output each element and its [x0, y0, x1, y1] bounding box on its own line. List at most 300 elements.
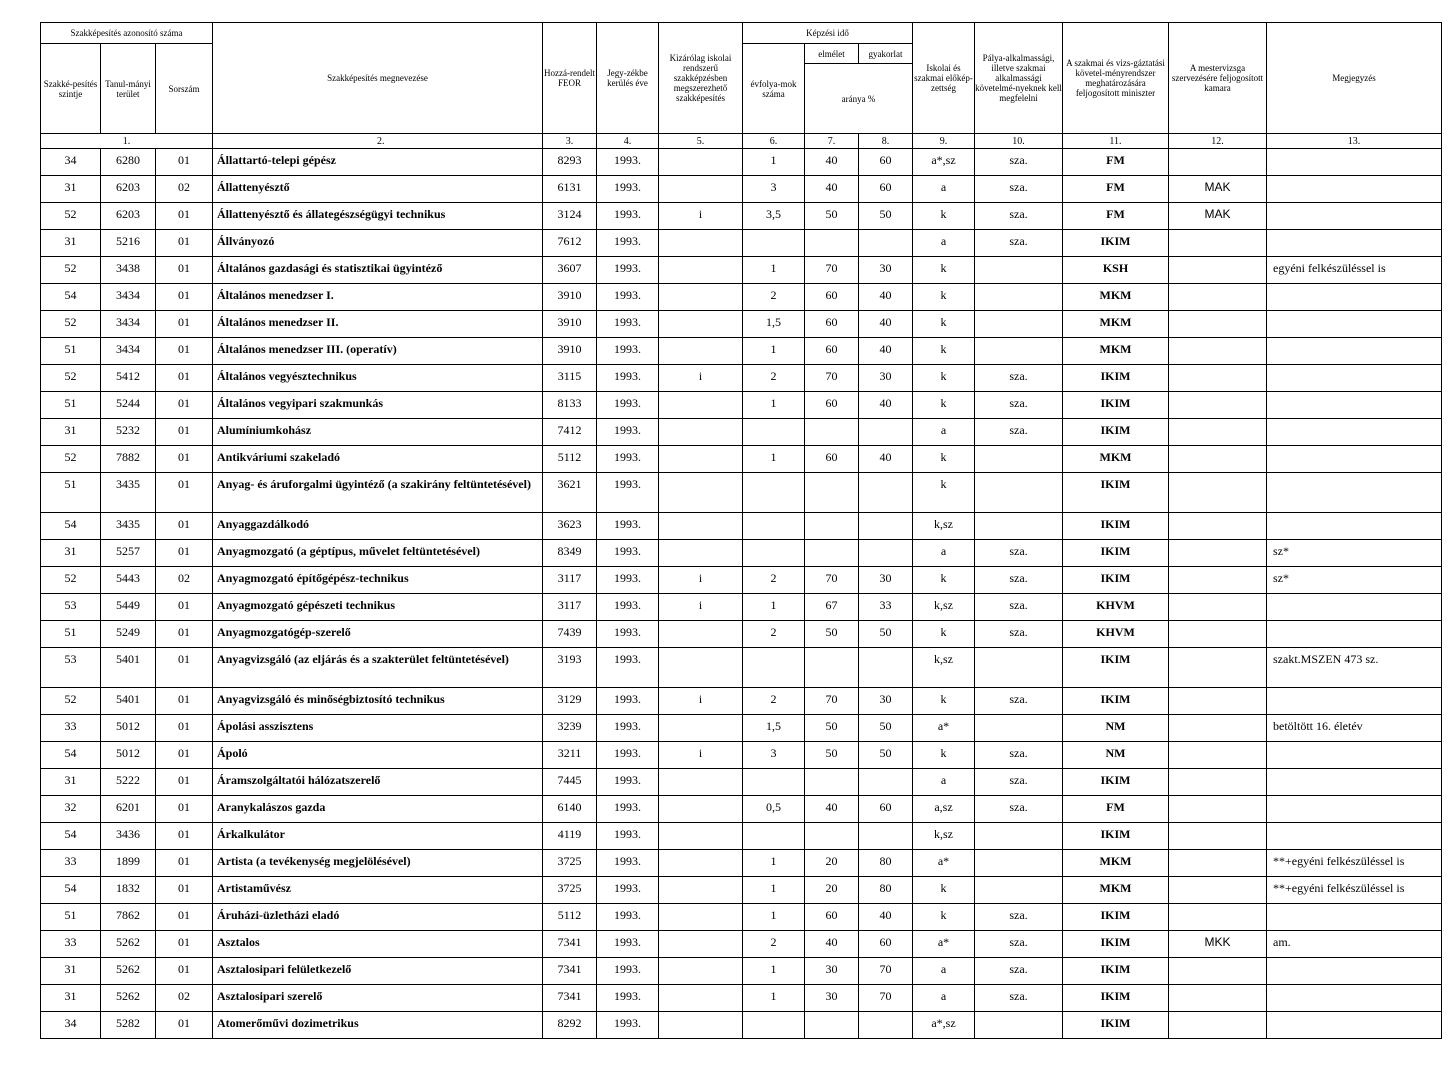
- column-number-2: 2.: [213, 134, 543, 149]
- level-cell: 34: [41, 149, 101, 176]
- feor-cell: 3725: [543, 877, 597, 904]
- aptitude-cell: sza.: [975, 958, 1063, 985]
- prereq-cell: a: [913, 230, 975, 257]
- area-cell: 6203: [101, 203, 156, 230]
- chamber-cell: [1169, 904, 1267, 931]
- years-count-cell: [743, 823, 805, 850]
- theory-cell: 60: [805, 284, 859, 311]
- prereq-cell: k: [913, 365, 975, 392]
- feor-cell: 7341: [543, 931, 597, 958]
- chamber-cell: [1169, 540, 1267, 567]
- minister-cell: FM: [1063, 796, 1169, 823]
- table-row: [41, 648, 1442, 688]
- year-cell: 1993.: [597, 513, 659, 540]
- seq-cell: 01: [156, 392, 213, 419]
- chamber-cell: [1169, 985, 1267, 1012]
- practice-cell: 40: [859, 446, 913, 473]
- area-cell: 7882: [101, 446, 156, 473]
- years-count-cell: 1,5: [743, 715, 805, 742]
- header-ratio: aránya %: [805, 64, 913, 134]
- table-row: [41, 230, 1442, 257]
- exclusive-cell: i: [659, 688, 743, 715]
- theory-cell: 50: [805, 715, 859, 742]
- theory-cell: [805, 419, 859, 446]
- practice-cell: [859, 540, 913, 567]
- feor-cell: 7612: [543, 230, 597, 257]
- qualification-name-cell: Anyagvizsgáló (az eljárás és a szakterület feltüntetésével): [213, 648, 543, 688]
- minister-cell: IKIM: [1063, 769, 1169, 796]
- aptitude-cell: sza.: [975, 931, 1063, 958]
- seq-cell: 01: [156, 1012, 213, 1039]
- year-cell: 1993.: [597, 648, 659, 688]
- years-count-cell: 1,5: [743, 311, 805, 338]
- notes-cell: [1267, 230, 1442, 257]
- year-cell: 1993.: [597, 540, 659, 567]
- seq-cell: 01: [156, 769, 213, 796]
- notes-cell: [1267, 823, 1442, 850]
- aptitude-cell: sza.: [975, 203, 1063, 230]
- practice-cell: [859, 1012, 913, 1039]
- level-cell: 31: [41, 985, 101, 1012]
- exclusive-cell: [659, 823, 743, 850]
- feor-cell: 3910: [543, 311, 597, 338]
- minister-cell: KHVM: [1063, 621, 1169, 648]
- prereq-cell: a: [913, 419, 975, 446]
- area-cell: 3438: [101, 257, 156, 284]
- practice-cell: 30: [859, 688, 913, 715]
- prereq-cell: a*: [913, 931, 975, 958]
- seq-cell: 01: [156, 284, 213, 311]
- qualification-name-cell: Asztalosipari szerelő: [213, 985, 543, 1012]
- exclusive-cell: i: [659, 203, 743, 230]
- seq-cell: 01: [156, 715, 213, 742]
- table-row: [41, 958, 1442, 985]
- area-cell: 6203: [101, 176, 156, 203]
- area-cell: 5262: [101, 958, 156, 985]
- qualification-name-cell: Anyagmozgatógép-szerelő: [213, 621, 543, 648]
- year-cell: 1993.: [597, 594, 659, 621]
- notes-cell: [1267, 769, 1442, 796]
- chamber-cell: [1169, 823, 1267, 850]
- table-row: [41, 985, 1442, 1012]
- level-cell: 31: [41, 230, 101, 257]
- qualification-name-cell: Általános gazdasági és statisztikai ügyintéző: [213, 257, 543, 284]
- area-cell: 3435: [101, 473, 156, 513]
- seq-cell: 01: [156, 742, 213, 769]
- qualification-name-cell: Általános menedzser I.: [213, 284, 543, 311]
- aptitude-cell: sza.: [975, 149, 1063, 176]
- years-count-cell: 1: [743, 985, 805, 1012]
- year-cell: 1993.: [597, 419, 659, 446]
- feor-cell: 3193: [543, 648, 597, 688]
- chamber-cell: [1169, 769, 1267, 796]
- chamber-cell: [1169, 257, 1267, 284]
- feor-cell: 5112: [543, 446, 597, 473]
- level-cell: 51: [41, 904, 101, 931]
- years-count-cell: 3: [743, 176, 805, 203]
- chamber-cell: MKK: [1169, 931, 1267, 958]
- table-row: [41, 203, 1442, 230]
- chamber-cell: [1169, 688, 1267, 715]
- years-count-cell: 1: [743, 877, 805, 904]
- practice-cell: [859, 648, 913, 688]
- practice-cell: 50: [859, 742, 913, 769]
- notes-cell: betöltött 16. életév: [1267, 715, 1442, 742]
- aptitude-cell: sza.: [975, 392, 1063, 419]
- practice-cell: 30: [859, 567, 913, 594]
- practice-cell: 70: [859, 985, 913, 1012]
- year-cell: 1993.: [597, 176, 659, 203]
- year-cell: 1993.: [597, 796, 659, 823]
- header-seq: Sorszám: [156, 44, 213, 134]
- years-count-cell: [743, 769, 805, 796]
- level-cell: 52: [41, 365, 101, 392]
- exclusive-cell: [659, 176, 743, 203]
- minister-cell: IKIM: [1063, 958, 1169, 985]
- exclusive-cell: [659, 621, 743, 648]
- practice-cell: 40: [859, 284, 913, 311]
- chamber-cell: [1169, 1012, 1267, 1039]
- prereq-cell: k: [913, 257, 975, 284]
- aptitude-cell: sza.: [975, 985, 1063, 1012]
- minister-cell: IKIM: [1063, 419, 1169, 446]
- qualification-name-cell: Árkalkulátor: [213, 823, 543, 850]
- feor-cell: 8349: [543, 540, 597, 567]
- notes-cell: [1267, 985, 1442, 1012]
- qualification-name-cell: Általános vegyipari szakmunkás: [213, 392, 543, 419]
- table-row: [41, 688, 1442, 715]
- feor-cell: 3115: [543, 365, 597, 392]
- feor-cell: 3725: [543, 850, 597, 877]
- prereq-cell: k,sz: [913, 594, 975, 621]
- header-aptitude: Pálya-alkalmassági, illetve szakmai alkalmassági követelmé-nyeknek kell megfelelni: [975, 23, 1063, 134]
- minister-cell: IKIM: [1063, 688, 1169, 715]
- years-count-cell: [743, 230, 805, 257]
- years-count-cell: 1: [743, 392, 805, 419]
- level-cell: 51: [41, 338, 101, 365]
- notes-cell: [1267, 904, 1442, 931]
- prereq-cell: k,sz: [913, 648, 975, 688]
- theory-cell: 60: [805, 338, 859, 365]
- theory-cell: [805, 1012, 859, 1039]
- table-row: [41, 769, 1442, 796]
- exclusive-cell: [659, 513, 743, 540]
- seq-cell: 01: [156, 149, 213, 176]
- minister-cell: IKIM: [1063, 904, 1169, 931]
- minister-cell: IKIM: [1063, 513, 1169, 540]
- level-cell: 52: [41, 257, 101, 284]
- theory-cell: 50: [805, 203, 859, 230]
- prereq-cell: k: [913, 688, 975, 715]
- theory-cell: [805, 230, 859, 257]
- years-count-cell: 1: [743, 904, 805, 931]
- feor-cell: 3117: [543, 567, 597, 594]
- table-row: [41, 823, 1442, 850]
- level-cell: 52: [41, 567, 101, 594]
- year-cell: 1993.: [597, 688, 659, 715]
- level-cell: 32: [41, 796, 101, 823]
- practice-cell: 30: [859, 365, 913, 392]
- practice-cell: 40: [859, 311, 913, 338]
- prereq-cell: k: [913, 311, 975, 338]
- theory-cell: [805, 769, 859, 796]
- chamber-cell: [1169, 230, 1267, 257]
- qualification-register-table: [40, 22, 1442, 1039]
- notes-cell: [1267, 149, 1442, 176]
- year-cell: 1993.: [597, 392, 659, 419]
- theory-cell: [805, 648, 859, 688]
- practice-cell: [859, 513, 913, 540]
- chamber-cell: [1169, 365, 1267, 392]
- feor-cell: 6140: [543, 796, 597, 823]
- exclusive-cell: [659, 257, 743, 284]
- prereq-cell: a: [913, 176, 975, 203]
- notes-cell: sz*: [1267, 540, 1442, 567]
- table-row: [41, 338, 1442, 365]
- area-cell: 5012: [101, 715, 156, 742]
- practice-cell: 80: [859, 850, 913, 877]
- notes-cell: sz*: [1267, 567, 1442, 594]
- year-cell: 1993.: [597, 715, 659, 742]
- chamber-cell: [1169, 284, 1267, 311]
- column-number-13: 13.: [1267, 134, 1442, 149]
- qualification-name-cell: Artista (a tevékenység megjelölésével): [213, 850, 543, 877]
- table-row: [41, 419, 1442, 446]
- qualification-name-cell: Ápoló: [213, 742, 543, 769]
- chamber-cell: [1169, 796, 1267, 823]
- feor-cell: 3211: [543, 742, 597, 769]
- minister-cell: MKM: [1063, 284, 1169, 311]
- minister-cell: FM: [1063, 203, 1169, 230]
- aptitude-cell: sza.: [975, 769, 1063, 796]
- year-cell: 1993.: [597, 311, 659, 338]
- area-cell: 3434: [101, 284, 156, 311]
- chamber-cell: [1169, 392, 1267, 419]
- notes-cell: [1267, 796, 1442, 823]
- year-cell: 1993.: [597, 230, 659, 257]
- years-count-cell: [743, 473, 805, 513]
- qualification-name-cell: Anyagmozgató (a géptípus, művelet feltüntetésével): [213, 540, 543, 567]
- aptitude-cell: sza.: [975, 621, 1063, 648]
- exclusive-cell: [659, 149, 743, 176]
- seq-cell: 01: [156, 931, 213, 958]
- qualification-name-cell: Asztalos: [213, 931, 543, 958]
- seq-cell: 01: [156, 203, 213, 230]
- years-count-cell: 1: [743, 958, 805, 985]
- prereq-cell: a: [913, 540, 975, 567]
- prereq-cell: k: [913, 742, 975, 769]
- table-row: [41, 621, 1442, 648]
- seq-cell: 01: [156, 904, 213, 931]
- feor-cell: 7412: [543, 419, 597, 446]
- header-notes: Megjegyzés: [1267, 23, 1442, 134]
- table-row: [41, 850, 1442, 877]
- minister-cell: IKIM: [1063, 823, 1169, 850]
- area-cell: 5412: [101, 365, 156, 392]
- seq-cell: 01: [156, 365, 213, 392]
- aptitude-cell: [975, 338, 1063, 365]
- aptitude-cell: [975, 648, 1063, 688]
- level-cell: 53: [41, 648, 101, 688]
- column-number-11: 11.: [1063, 134, 1169, 149]
- level-cell: 31: [41, 958, 101, 985]
- notes-cell: [1267, 284, 1442, 311]
- level-cell: 54: [41, 742, 101, 769]
- exclusive-cell: [659, 904, 743, 931]
- prereq-cell: a*,sz: [913, 1012, 975, 1039]
- years-count-cell: 1: [743, 594, 805, 621]
- area-cell: 1899: [101, 850, 156, 877]
- notes-cell: [1267, 1012, 1442, 1039]
- header-area: Tanul-mányi terület: [101, 44, 156, 134]
- theory-cell: 70: [805, 688, 859, 715]
- area-cell: 6201: [101, 796, 156, 823]
- minister-cell: MKM: [1063, 850, 1169, 877]
- years-count-cell: 1: [743, 257, 805, 284]
- qualification-name-cell: Állattenyésztő és állategészségügyi technikus: [213, 203, 543, 230]
- minister-cell: IKIM: [1063, 365, 1169, 392]
- area-cell: 3435: [101, 513, 156, 540]
- table-row: [41, 567, 1442, 594]
- minister-cell: MKM: [1063, 446, 1169, 473]
- aptitude-cell: [975, 284, 1063, 311]
- feor-cell: 3124: [543, 203, 597, 230]
- header-group-id: Szakképesítés azonosító száma: [41, 23, 213, 44]
- years-count-cell: 0,5: [743, 796, 805, 823]
- theory-cell: 20: [805, 850, 859, 877]
- theory-cell: 40: [805, 149, 859, 176]
- practice-cell: 50: [859, 715, 913, 742]
- exclusive-cell: i: [659, 742, 743, 769]
- column-number-8: 8.: [859, 134, 913, 149]
- chamber-cell: [1169, 742, 1267, 769]
- theory-cell: 40: [805, 176, 859, 203]
- level-cell: 54: [41, 877, 101, 904]
- seq-cell: 01: [156, 594, 213, 621]
- practice-cell: 60: [859, 931, 913, 958]
- year-cell: 1993.: [597, 338, 659, 365]
- practice-cell: [859, 473, 913, 513]
- year-cell: 1993.: [597, 149, 659, 176]
- practice-cell: [859, 230, 913, 257]
- minister-cell: NM: [1063, 742, 1169, 769]
- prereq-cell: k: [913, 446, 975, 473]
- minister-cell: IKIM: [1063, 931, 1169, 958]
- seq-cell: 01: [156, 850, 213, 877]
- exclusive-cell: [659, 850, 743, 877]
- practice-cell: [859, 419, 913, 446]
- notes-cell: szakt.MSZEN 473 sz.: [1267, 648, 1442, 688]
- minister-cell: IKIM: [1063, 985, 1169, 1012]
- notes-cell: [1267, 513, 1442, 540]
- aptitude-cell: sza.: [975, 688, 1063, 715]
- seq-cell: 01: [156, 540, 213, 567]
- exclusive-cell: [659, 338, 743, 365]
- exclusive-cell: [659, 769, 743, 796]
- seq-cell: 01: [156, 257, 213, 284]
- minister-cell: NM: [1063, 715, 1169, 742]
- chamber-cell: [1169, 446, 1267, 473]
- prereq-cell: a: [913, 958, 975, 985]
- aptitude-cell: sza.: [975, 796, 1063, 823]
- theory-cell: [805, 823, 859, 850]
- practice-cell: 40: [859, 338, 913, 365]
- seq-cell: 01: [156, 823, 213, 850]
- seq-cell: 02: [156, 567, 213, 594]
- years-count-cell: 1: [743, 446, 805, 473]
- seq-cell: 02: [156, 176, 213, 203]
- header-practice: gyakorlat: [859, 44, 913, 64]
- chamber-cell: [1169, 877, 1267, 904]
- header-exclusive: Kizárólag iskolai rendszerű szakképzésben megszerezhető szakképesítés: [659, 23, 743, 134]
- header-name: Szakképesítés megnevezése: [213, 23, 543, 134]
- level-cell: 52: [41, 688, 101, 715]
- theory-cell: 60: [805, 392, 859, 419]
- notes-cell: [1267, 958, 1442, 985]
- table-body: [41, 149, 1442, 1039]
- qualification-name-cell: Anyaggazdálkodó: [213, 513, 543, 540]
- theory-cell: 30: [805, 985, 859, 1012]
- seq-cell: 01: [156, 446, 213, 473]
- aptitude-cell: [975, 513, 1063, 540]
- prereq-cell: k: [913, 392, 975, 419]
- year-cell: 1993.: [597, 567, 659, 594]
- minister-cell: IKIM: [1063, 230, 1169, 257]
- header-year: Jegy-zékbe kerülés éve: [597, 23, 659, 134]
- column-number-6: 6.: [743, 134, 805, 149]
- prereq-cell: a,sz: [913, 796, 975, 823]
- level-cell: 31: [41, 419, 101, 446]
- prereq-cell: a*: [913, 850, 975, 877]
- theory-cell: 50: [805, 621, 859, 648]
- table-row: [41, 365, 1442, 392]
- prereq-cell: k: [913, 203, 975, 230]
- qualification-name-cell: Ápolási asszisztens: [213, 715, 543, 742]
- feor-cell: 7439: [543, 621, 597, 648]
- years-count-cell: [743, 540, 805, 567]
- level-cell: 31: [41, 176, 101, 203]
- chamber-cell: MAK: [1169, 203, 1267, 230]
- feor-cell: 3910: [543, 284, 597, 311]
- feor-cell: 7341: [543, 958, 597, 985]
- chamber-cell: [1169, 311, 1267, 338]
- qualification-name-cell: Általános vegyésztechnikus: [213, 365, 543, 392]
- qualification-name-cell: Általános menedzser II.: [213, 311, 543, 338]
- feor-cell: 5112: [543, 904, 597, 931]
- level-cell: 51: [41, 621, 101, 648]
- theory-cell: 67: [805, 594, 859, 621]
- feor-cell: 3607: [543, 257, 597, 284]
- column-number-12: 12.: [1169, 134, 1267, 149]
- practice-cell: [859, 769, 913, 796]
- notes-cell: [1267, 621, 1442, 648]
- theory-cell: 40: [805, 796, 859, 823]
- area-cell: 5257: [101, 540, 156, 567]
- year-cell: 1993.: [597, 1012, 659, 1039]
- level-cell: 31: [41, 769, 101, 796]
- years-count-cell: 1: [743, 149, 805, 176]
- table-row: [41, 284, 1442, 311]
- year-cell: 1993.: [597, 850, 659, 877]
- practice-cell: 80: [859, 877, 913, 904]
- level-cell: 33: [41, 850, 101, 877]
- seq-cell: 01: [156, 311, 213, 338]
- qualification-name-cell: Anyag- és áruforgalmi ügyintéző (a szakirány feltüntetésével): [213, 473, 543, 513]
- table-row: [41, 1012, 1442, 1039]
- qualification-name-cell: Antikváriumi szakeladó: [213, 446, 543, 473]
- table-row: [41, 540, 1442, 567]
- area-cell: 5401: [101, 648, 156, 688]
